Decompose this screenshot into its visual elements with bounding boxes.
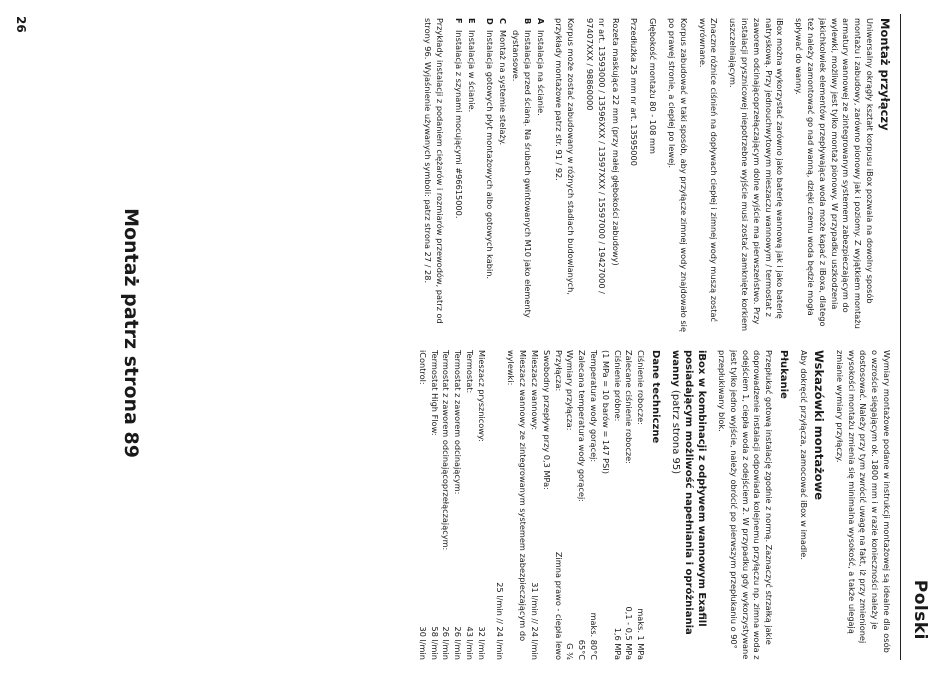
header-rule [900, 14, 901, 660]
section-title-montaz: Montaż przyłączy [878, 18, 892, 131]
spec-row: Mieszacz wannowy: 31 l/min // 24 l/min [530, 350, 541, 660]
spec-row: (1 MPa = 10 barów = 147 PSI) [600, 350, 611, 474]
list-item: B Instalacja przed ścianą. Na śrubach gwintowanych M10 jako elementy dystansowe. [511, 18, 533, 318]
paragraph: Uniwersalny okrągły kształt korpusu iBox pozwala na dowolny sposób montażu i zabudowy, zarówno pionowy jak i poziomy. Z wyjątkiem montażu armatury wannowej ze zintegrowanym systemem zabezpieczającym do wylewki, możliwy jest tylko montaż pionowy. W przypadku uszkodzenia jakichkolwiek elementów przepływająca woda może kapać z iBoxa, dlatego też należy zamontować go nad wanną, dzięki czemu woda będzie mogła spływać do wanny. [794, 18, 875, 329]
paragraph: nr art. 13593000 / 13596XXX / 13597XXX / 15597000 / 19427000 / 97407XXX / 98860000 [585, 18, 607, 294]
spec-note: Mieszacz wannowy ze zintegrowanym systemem zabezpieczającym do wylewki: [506, 350, 529, 642]
paragraph: Znaczne różnice ciśnień na dopływach ciepłej i zimnej wody muszą zostać wyrównane. [697, 18, 720, 323]
paragraph: Przykłady instalacji z podaniem ciężarów i rozmiarów przewodów, patrz od strony 96. Wyjaśnienie używanych symboli: patrz strona 27 / 28. [423, 18, 446, 324]
spec-row: Termostat z zaworem odcinającym: 26 l/min [453, 350, 464, 660]
list-item: C Montaż na systemie stelaży. [498, 18, 509, 146]
paragraph: Korpus może zostać zabudowany w różnych stadiach budowlanych, przykłady montażowe patrz str. 91 / 92. [554, 18, 577, 295]
combo-title: iBox w kombinacji z odpływem wannowym Exafill posiadającym możliwość napełniania i opróżniania wanny [670, 350, 708, 635]
list-item: D Instalacja gotowych płyt montażowych albo gotowych kabin. [485, 18, 496, 280]
spec-row: Termostat z zaworem odcinającoprzełączającym: 26 l/min [441, 350, 452, 660]
list-item: A Instalacja na ścianie. [535, 18, 546, 116]
paragraph: Głębokość montażu 80 - 108 mm [648, 18, 659, 154]
spec-row: Temperatura wody gorącej: maks. 80°C [589, 350, 600, 660]
section-title-dane: Dane techniczne [650, 350, 662, 444]
spec-row: Wymiary przyłącza: G ¾ [565, 350, 576, 660]
spec-row: Termostat High Flow: 58 l/min [429, 350, 440, 660]
install-list [484, 18, 546, 336]
spec-row: Ciśnienie robocze: maks. 1 MPa [636, 350, 647, 660]
spec-row: 25 l/min // 24 l/min [494, 582, 505, 660]
spec-row: Mieszacz prysznicowy: 32 l/min [476, 350, 487, 660]
spec-row: iControl: 30 l/min [417, 350, 428, 660]
footer-reference: Montaż patrz strona 89 [120, 208, 142, 458]
spec-row: Termostat: 43 l/min [465, 350, 476, 660]
section-title-wskazowki: Wskazówki montażowe [812, 350, 827, 501]
list-item: F Instalacja z szynami mocującymi #96615000. [453, 18, 464, 219]
paragraph: Przepłukać gotową instalację zgodnie z normą. Zaznaczyć strzałką jakie doprowadzenie instalacji odpowiada kolejnemu przyłączu np. zimna woda z odejściem 1, ciepła woda z odejściem 2. W przypadku gdy wykorzystywane jest tylko jedno wyjście, należy obrócić po pierwszym przepłukaniu o 90° przepłukiwany blok. [717, 350, 775, 660]
spec-table [416, 350, 646, 660]
spec-row: Przyłącza: Zimna prawo - ciepła lewo [553, 350, 564, 660]
page-number: 26 [14, 16, 28, 33]
paragraph: Aby dokręcić przyłącza, zamocować iBox w imadle. [799, 350, 810, 560]
list-item: E Instalacja w ścianie. [466, 18, 477, 113]
spec-row: Zalecana temperatura wody gorącej: 65°C [577, 350, 588, 660]
paragraph: Rozeta maskująca 22 mm (przy małej głębokości zabudowy) [610, 18, 621, 266]
install-list-2 [452, 18, 477, 336]
spec-row: Swobodny przepływ przy 0,3 MPa: [541, 350, 552, 490]
paragraph: Wymiary montażowe podane w instrukcji montażowej są idealne dla osób o wzroście sięgającym ok. 1800 mm i w razie konieczności należy je dostosować. Należy przy tym zwrócić uwagę na fakt, iż przy zmienionej wysokości montażu zmienia się minimalna wysokość, a także ulegają zmianie wymiary przyłączy. [834, 350, 892, 653]
combo-ref: (patrz strona 95) [670, 386, 682, 475]
spec-row: Ciśnienie próbne: 1,6 MPa [612, 350, 623, 660]
paragraph: iBox można wykorzystać zarówno jako baterię wannową jak i jako baterię natryskową. Przy jednouchwytowym mieszaczu wannowym / termostat z zaworem odcinającoprzełączającym dolne wyjście ma pierwszeństwo. Przy instalacji prysznicowej niepotrzebne wyjście musi zostać zamknięte korkiem uszczelniającym. [728, 18, 786, 332]
language-heading: Polski [910, 579, 930, 640]
spec-row: Zalecane ciśnienie robocze: 0,1 - 0,5 MPa [624, 350, 635, 660]
right-column [416, 350, 892, 660]
combo-paragraph [669, 350, 708, 660]
left-column [415, 18, 893, 336]
paragraph: Korpus zabudować w taki sposób, aby przyłącze zimnej wody znajdowało się po prawej stronie, a ciepłej po lewej. [667, 18, 689, 332]
paragraph: Przedłużka 25 mm nr art. 13595000 [629, 18, 640, 166]
section-title-plukanie: Płukanie [778, 350, 790, 399]
